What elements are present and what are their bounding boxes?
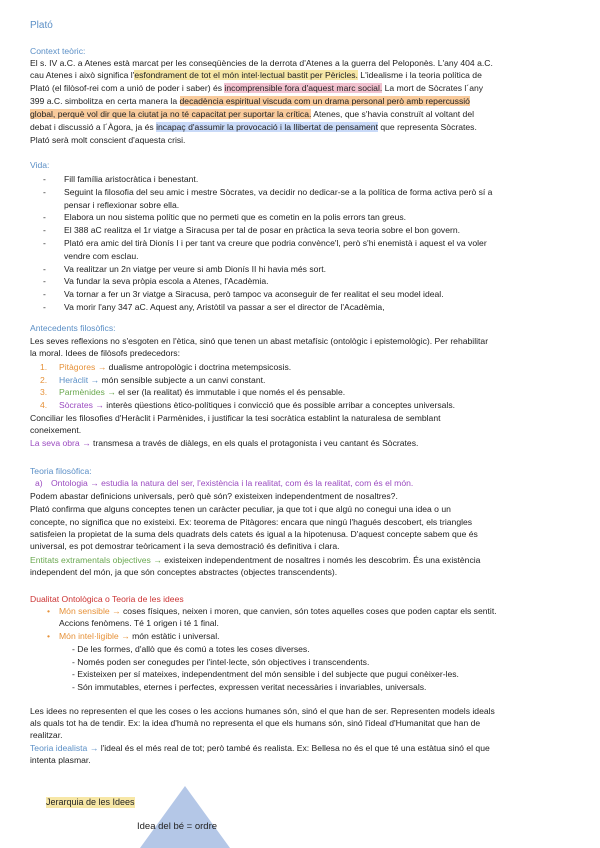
teoria-line: satisfeien la propietat de la suma dels quadrats dels catets és igual a la hipotenusa. D'aquest concepte sabem que és <box>30 529 478 539</box>
vida-item: Seguint la filosofia del seu amic i mestre Sòcrates, va decidir no dedicar-se a la política de forma activa però sí a <box>64 186 493 197</box>
vida-item: El 388 aC realitza el 1r viatge a Siracusa per tal de posar en pràctica la seva teoria sobre el bon govern. <box>64 225 461 236</box>
bullet-dash: - <box>43 263 46 274</box>
vida-item: Fill família aristocràtica i benestant. <box>64 174 199 184</box>
vida-item: Va morir l'any 347 aC. Aquest any, Aristòtil va passar a ser el director de l'Acadèmia, <box>64 302 385 312</box>
teoria-line: concepte, no significa que no existeixi. Ex: teorema de Pitàgores: encara que ningú l'hagués descobert, els triangles <box>30 517 473 527</box>
vida-item: vendre com esclau. <box>64 250 139 261</box>
antecedent-item: Pitàgores → dualisme antropològic i doctrina metempsicosis. <box>59 362 292 372</box>
mon-intelligible-line: Món intel·ligible → món estàtic i universal. <box>59 631 220 641</box>
antecedents-heading: Antecedents filosòfics: <box>30 323 116 333</box>
context-line: 399 a.C. simbolitza en certa manera la decadència espiritual viscuda com un drama personal però amb repercussió <box>30 96 470 106</box>
bullet-dash: - <box>43 174 46 184</box>
context-line: El s. IV a.C. a Atenes està marcat per les conseqüències de la derrota d'Atenes a la guerra del Peloponès. L'any 404 a.C. <box>30 58 493 68</box>
vida-item: Va realitzar un 2n viatge per veure si amb Dionís II hi havia més sort. <box>64 263 327 274</box>
teoria-item-label: a) <box>35 478 43 488</box>
vida-item: pensar i reflexionar sobre ella. <box>64 199 180 210</box>
intelligible-subitem: - Són immutables, eternes i perfectes, expressen veritat necessàries i invariables, universals. <box>72 681 427 692</box>
teoria-heading: Teoria filosòfica: <box>30 466 92 476</box>
jerarquia-title: Jerarquia de les Idees <box>46 797 135 807</box>
list-number: 1. <box>40 362 48 372</box>
list-number: 2. <box>40 374 48 385</box>
teoria-idealista-line: Teoria idealista → l'ideal és el més real de tot; però també és realista. Ex: Bellesa no és el que té una estàtua sinó el que <box>30 743 490 753</box>
bullet-dash: - <box>43 302 46 312</box>
teoria-line: Podem abastar definicions universals, però què són? existeixen independentment de nosaltres?. <box>30 491 398 501</box>
hierarchy-triangle <box>140 786 230 848</box>
hierarchy-top-label: Idea del bé = ordre <box>137 821 218 832</box>
dualitat-line: als quals tot ha de tendir. Ex: la idea d'humà no representa el que els humans són, sinó l'ideal d'Humanitat que han de <box>30 718 481 728</box>
page-title: Plató <box>30 20 53 31</box>
bullet-dash: - <box>43 186 46 197</box>
vida-item: Elabora un nou sistema polític que no permeti que es cometin en la polis errors tan greus. <box>64 212 407 223</box>
antecedent-item: Parmènides → el ser (la realitat) és immutable i que només el és pensable. <box>59 387 346 397</box>
intelligible-subitem: - Existeixen per sí mateixes, independentment del món sensible i del subjecte que pugui conèixer-les. <box>72 669 459 679</box>
bullet-dash: - <box>43 289 46 300</box>
entitats-line: Entitats extramentals objectives → existeixen independentment de nosaltres i només les descobrim. És una existència <box>30 555 481 565</box>
list-number: 4. <box>40 399 48 410</box>
teoria-line: universal, es pot demostrar teòricament i la seva demostració és definitiva i clara. <box>30 541 340 551</box>
bullet-dash: - <box>43 238 46 248</box>
antecedent-item: Sòcrates → interès qüestions ètico-polítiques i convicció que és possible arribar a conceptes universals. <box>59 399 456 410</box>
bullet-icon: • <box>47 631 51 641</box>
bullet-dash: - <box>43 276 46 287</box>
mon-sensible-line: Accions fenòmens. Té 1 origen i té 1 final. <box>59 618 219 628</box>
bullet-icon: • <box>47 606 51 616</box>
dualitat-heading: Dualitat Ontològica o Teoria de les idees <box>30 594 184 604</box>
antecedents-conclusion: Conciliar les filosofies d'Heràclit i Parmènides, i justificar la tesi socràtica establint la naturalesa de semblant <box>30 413 441 423</box>
vida-heading: Vida: <box>30 160 50 170</box>
vida-item: Va fundar la seva pròpia escola a Atenes, l'Acadèmia. <box>64 276 269 287</box>
teoria-idealista-line: intenta plasmar. <box>30 755 91 765</box>
obra-line: La seva obra → transmesa a través de diàlegs, en els quals el protagonista i veu cantant és Sòcrates. <box>30 438 419 448</box>
teoria-line: Plató confirma que alguns conceptes tenen un caràcter peculiar, ja que tot i que algú no conegui una idea o un <box>30 504 451 514</box>
context-line: Plató serà molt conscient d'aquesta crisi. <box>30 135 186 145</box>
list-number: 3. <box>40 387 48 397</box>
bullet-dash: - <box>43 212 46 223</box>
context-line: Plató (el filòsof-rei com a unió de poder i saber) és incomprensible fora d'aquest marc social. La mort de Sòcrates l´any <box>30 83 484 93</box>
dualitat-line: realitzar. <box>30 730 63 740</box>
context-line: debat i discussió a l´Àgora, ja és incapaç d'assumir la provocació i la llibertat de pensament que representa Sòcrates. <box>30 122 477 132</box>
vida-item: Va tornar a fer un 3r viatge a Siracusa, però tampoc va aconseguir de fer realitat el seu model ideal. <box>64 289 444 300</box>
intelligible-subitem: - Només poden ser conegudes per l'intel·lecte, són objectives i transcendents. <box>72 656 370 667</box>
antecedents-intro: la moral. Idees de filòsofs predecedors: <box>30 348 180 358</box>
context-line: global, perquè vol dir que la ciutat ja no té capacitat per suportar la crítica. Atenes, que s'havia construït al voltant del <box>30 109 475 119</box>
antecedent-item: Heràclit → món sensible subjecte a un canvi constant. <box>59 374 266 385</box>
mon-sensible-line: Món sensible → coses físiques, neixen i moren, que canvien, són totes aquelles coses que poden captar els sentit. <box>59 606 497 616</box>
context-line: cau Atenes i això significa l'esfondrament de tot el món intel·lectual bastit per Pèricles. L'idealisme i la teoria política de <box>30 70 482 80</box>
dualitat-line: Les idees no representen el que les coses o les accions humanes són, sinó el que han de ser. Representen models ideals <box>30 706 495 716</box>
ontologia-line: Ontologia → estudia la natura del ser, l'existència i la realitat, com és la realitat, com és el món. <box>51 478 414 488</box>
intelligible-subitem: - De les formes, d'allò que és comú a totes les coses diverses. <box>72 644 310 654</box>
entitats-line: independent del món, ja que són conceptes abstractes (objectes transcendents). <box>30 567 338 577</box>
bullet-dash: - <box>43 225 46 236</box>
antecedents-conclusion: coneixement. <box>30 425 82 435</box>
vida-item: Plató era amic del tirà Dionís I i per tant va creure que podria convènce'l, però s'hi enemistà i aquest el va voler <box>64 238 487 248</box>
antecedents-intro: Les seves reflexions no s'esgoten en l'ètica, sinó que tenen un abast metafísic (ontològic i epistemològic). Per rehabilitar <box>30 336 489 346</box>
context-heading: Context teòric: <box>30 46 86 56</box>
